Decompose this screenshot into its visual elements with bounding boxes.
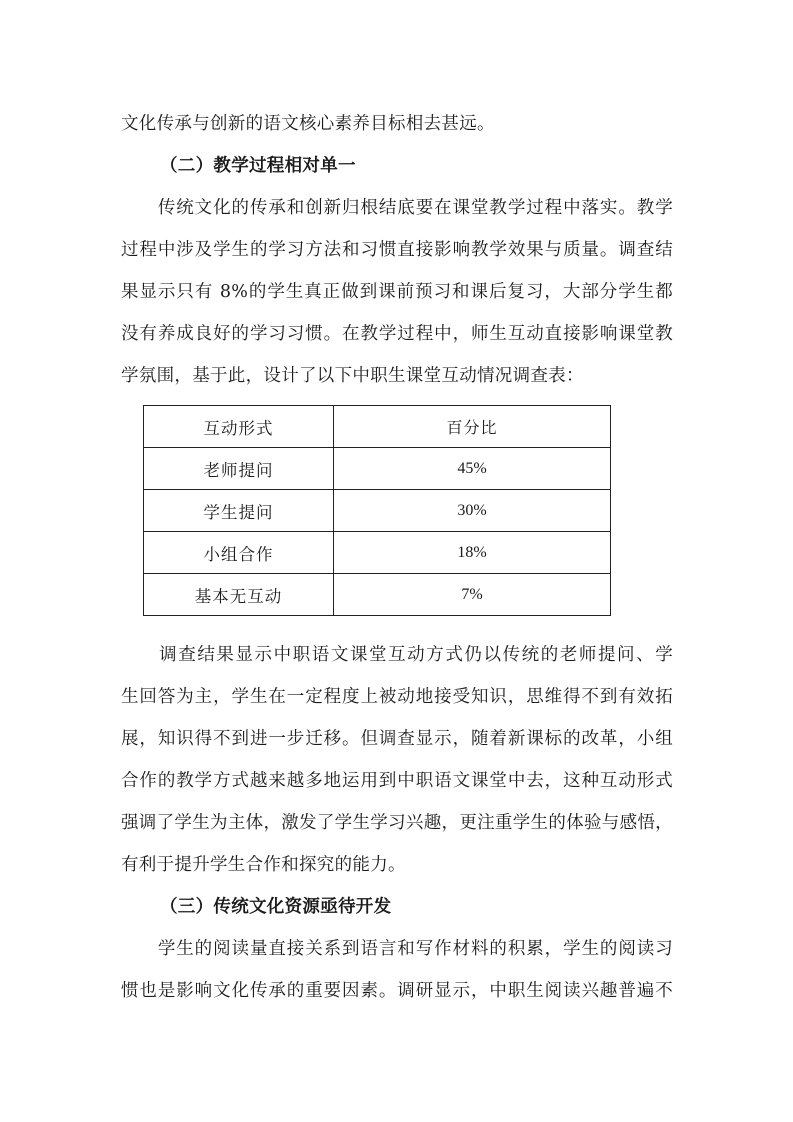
- paragraph-line: 展，知识得不到进一步迁移。但调查显示，随着新课标的改革，小组: [121, 729, 673, 749]
- paragraph-line: 过程中涉及学生的学习方法和习惯直接影响教学效果与质量。调查结: [121, 240, 673, 260]
- table-header-cell: 互动形式: [144, 406, 334, 448]
- paragraph-line: 有利于提升学生合作和探究的能力。: [121, 855, 406, 875]
- survey-table: [143, 405, 611, 616]
- paragraph-line: 传统文化的传承和创新归根结底要在课堂教学过程中落实。教学: [121, 198, 673, 218]
- table-cell-form: 老师提问: [144, 448, 334, 490]
- table-cell-form: 基本无互动: [144, 574, 334, 616]
- table-cell-percent: 45%: [334, 448, 611, 490]
- section-heading: （三）传统文化资源亟待开发: [160, 897, 392, 917]
- table-row: [144, 574, 611, 616]
- table-header-row: [144, 406, 611, 448]
- table-row: [144, 532, 611, 574]
- paragraph-line: 惯也是影响文化传承的重要因素。调研显示，中职生阅读兴趣普遍不: [121, 981, 673, 1001]
- paragraph-line: 生回答为主，学生在一定程度上被动地接受知识，思维得不到有效拓: [121, 687, 673, 707]
- paragraph-line: 果显示只有 8%的学生真正做到课前预习和课后复习，大部分学生都: [121, 282, 673, 302]
- table-cell-percent: 18%: [334, 532, 611, 574]
- table-cell-form: 小组合作: [144, 532, 334, 574]
- paragraph-line: 强调了学生为主体，激发了学生学习兴趣，更注重学生的体验与感悟，: [121, 813, 673, 833]
- table-cell-percent: 30%: [334, 490, 611, 532]
- paragraph-line: 文化传承与创新的语文核心素养目标相去甚远。: [121, 114, 495, 134]
- table-cell-percent: 7%: [334, 574, 611, 616]
- table-header-cell: 百分比: [334, 406, 611, 448]
- table-row: [144, 448, 611, 490]
- paragraph-line: 学生的阅读量直接关系到语言和写作材料的积累，学生的阅读习: [121, 939, 673, 959]
- section-heading: （二）教学过程相对单一: [160, 156, 356, 176]
- table-cell-form: 学生提问: [144, 490, 334, 532]
- paragraph-line: 学氛围，基于此，设计了以下中职生课堂互动情况调查表：: [121, 366, 584, 386]
- paragraph-line: 合作的教学方式越来越多地运用到中职语文课堂中去，这种互动形式: [121, 771, 673, 791]
- paragraph-line: 没有养成良好的学习习惯。在教学过程中，师生互动直接影响课堂教: [121, 324, 673, 344]
- paragraph-line: 调查结果显示中职语文课堂互动方式仍以传统的老师提问、学: [121, 645, 673, 665]
- table-row: [144, 490, 611, 532]
